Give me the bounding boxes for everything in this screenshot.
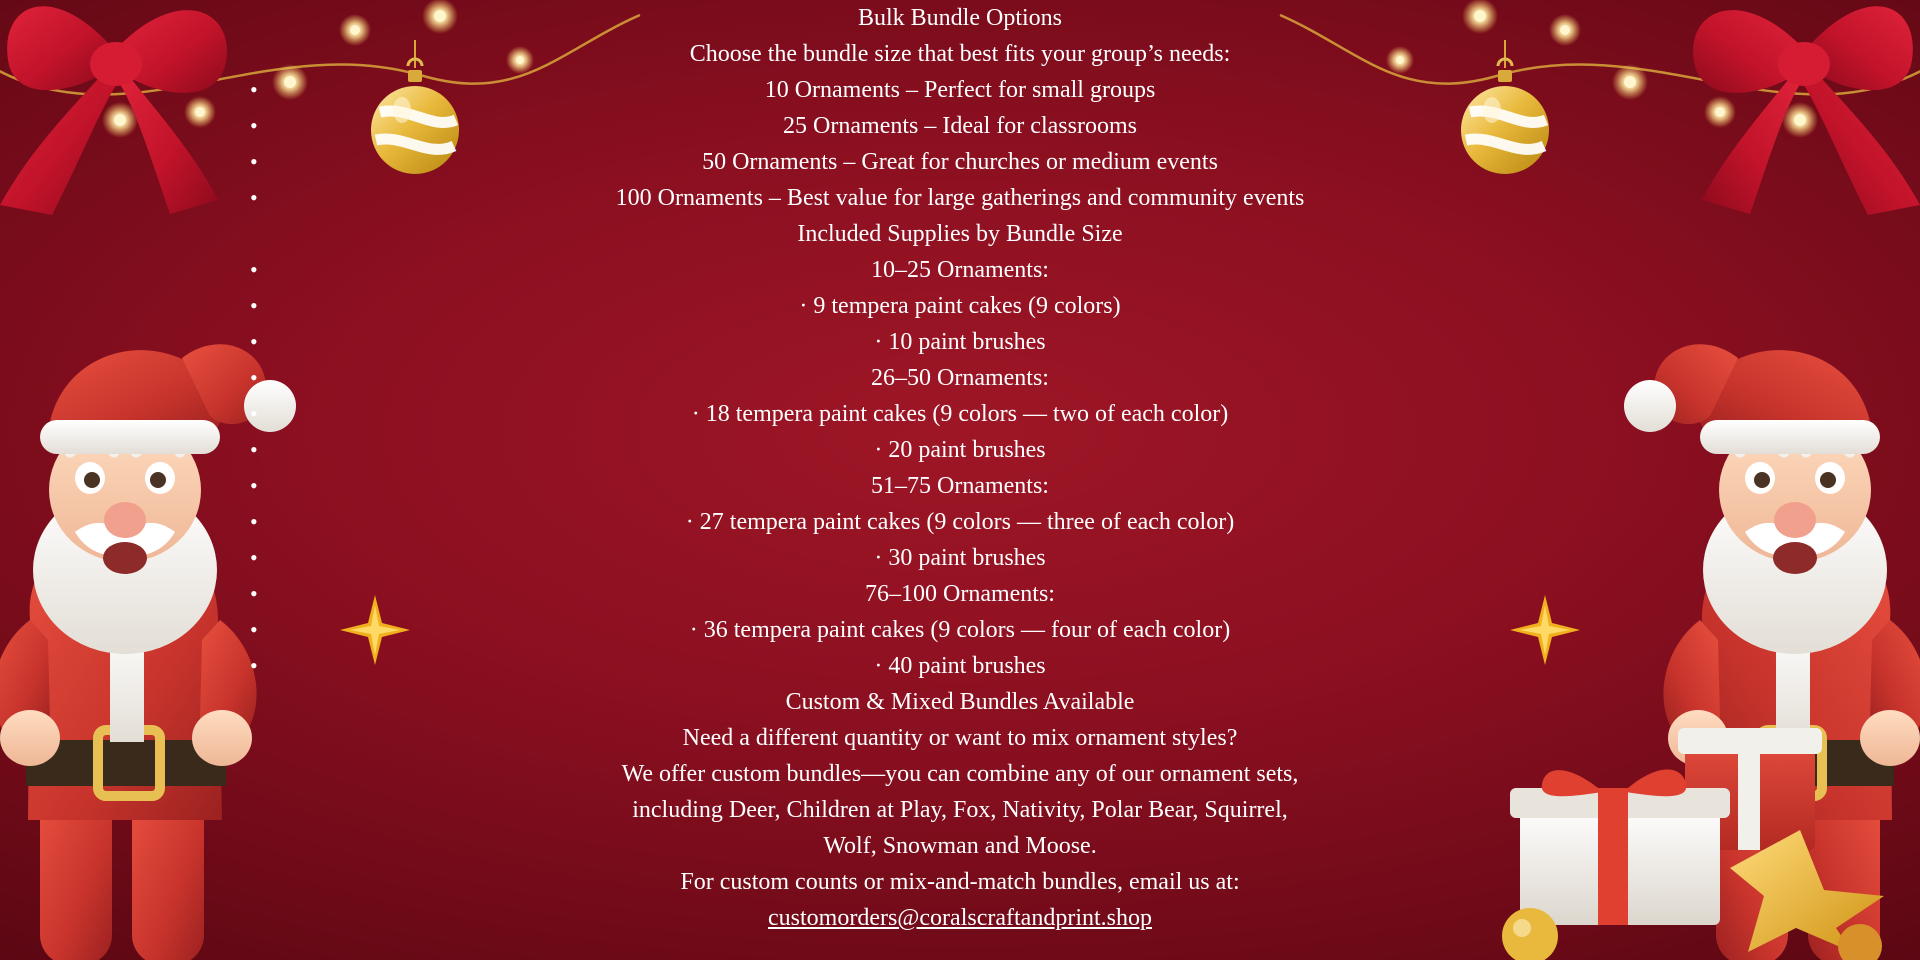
text-line: • · 9 tempera paint cakes (9 colors) — [280, 288, 1640, 324]
text-line: • 10 Ornaments – Perfect for small groups — [280, 72, 1640, 108]
contact-email-line — [280, 900, 1640, 936]
text-line: • 100 Ornaments – Best value for large gatherings and community events — [280, 180, 1640, 216]
text-line: • · 27 tempera paint cakes (9 colors — three of each color) — [280, 504, 1640, 540]
text-line: • 25 Ornaments – Ideal for classrooms — [280, 108, 1640, 144]
text-line: • 76–100 Ornaments: — [280, 576, 1640, 612]
text-line: • · 20 paint brushes — [280, 432, 1640, 468]
poster-text-block — [280, 0, 1640, 936]
text-line: Choose the bundle size that best fits your group’s needs: — [689, 41, 1231, 67]
text-line: Included Supplies by Bundle Size — [797, 221, 1123, 247]
red-bow-icon — [1630, 0, 1920, 220]
text-line: Bulk Bundle Options — [857, 5, 1062, 31]
text-line: We offer custom bundles—you can combine any of our ornament sets, — [621, 761, 1299, 787]
text-line: including Deer, Children at Play, Fox, Nativity, Polar Bear, Squirrel, — [632, 797, 1288, 823]
contact-email-link[interactable]: customorders@coralscraftandprint.shop — [768, 905, 1152, 931]
text-line: • · 18 tempera paint cakes (9 colors — two of each color) — [280, 396, 1640, 432]
text-line: • · 36 tempera paint cakes (9 colors — four of each color) — [280, 612, 1640, 648]
text-line: Wolf, Snowman and Moose. — [823, 833, 1097, 859]
text-line: • · 10 paint brushes — [280, 324, 1640, 360]
text-line: Custom & Mixed Bundles Available — [785, 689, 1135, 715]
text-line: • · 40 paint brushes — [280, 648, 1640, 684]
santa-claus-icon — [1620, 320, 1920, 960]
text-line: • 51–75 Ornaments: — [280, 468, 1640, 504]
text-line: • 10–25 Ornaments: — [280, 252, 1640, 288]
text-line: • 50 Ornaments – Great for churches or medium events — [280, 144, 1640, 180]
text-line: Need a different quantity or want to mix ornament styles? — [682, 725, 1238, 751]
text-line: • · 30 paint brushes — [280, 540, 1640, 576]
red-bow-icon — [0, 0, 290, 220]
text-line: For custom counts or mix-and-match bundles, email us at: — [680, 869, 1240, 895]
text-line: • 26–50 Ornaments: — [280, 360, 1640, 396]
